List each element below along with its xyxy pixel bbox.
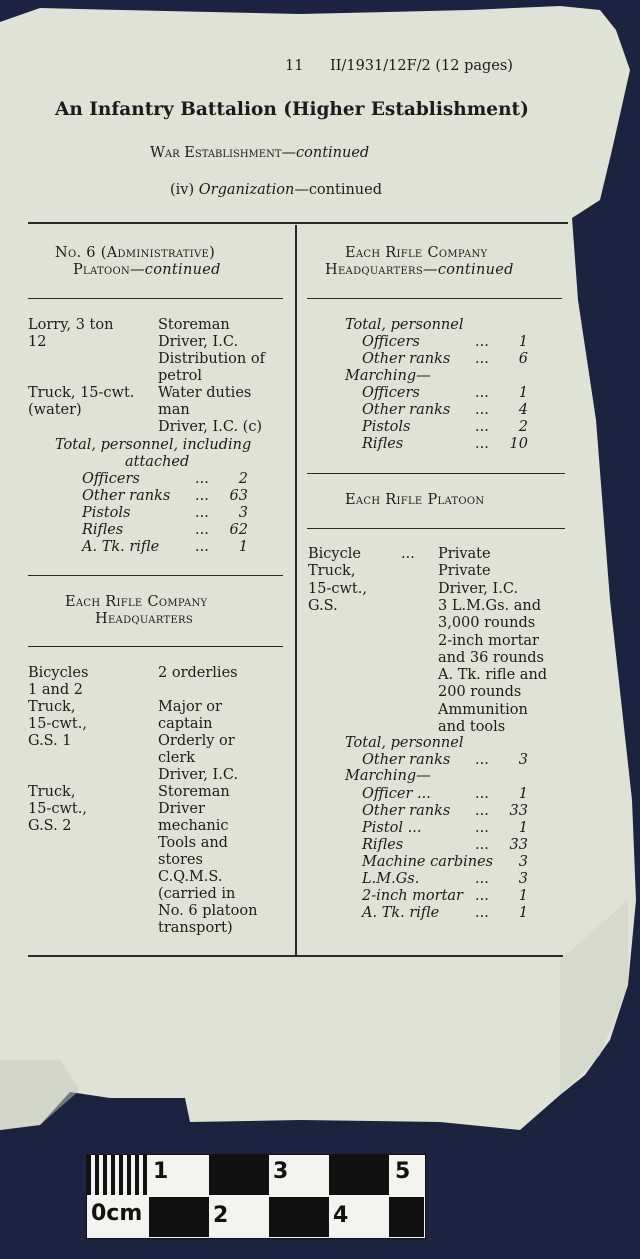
right-hq-marching-label: Other ranks xyxy=(362,402,451,418)
platoon-6-heading-line1: No. 6 (Administrative) xyxy=(55,245,216,261)
right-hq-marching-value: 10 xyxy=(509,436,528,452)
platoon-total-label: Total, personnel xyxy=(345,735,464,751)
rifle-platoon-marching-label: A. Tk. rifle xyxy=(362,905,440,921)
company-hq-row-role: clerk xyxy=(158,750,196,766)
rifle-platoon-row-role: 3,000 rounds xyxy=(438,615,536,632)
rifle-platoon-marching-value: 33 xyxy=(509,803,528,819)
platoon-6-row-vehicle: Lorry, 3 ton xyxy=(28,317,114,333)
rifle-platoon-row-vehicle: Bicycle xyxy=(308,546,361,562)
scale-label-4: 4 xyxy=(333,1203,349,1228)
right-hq-total-dots: ... xyxy=(475,351,489,367)
platoon-6-total-value: 63 xyxy=(229,488,248,504)
platoon-6-row-vehicle: (water) xyxy=(28,402,82,418)
right-rule-1 xyxy=(307,298,562,299)
company-hq-row-role: mechanic xyxy=(158,818,229,834)
rifle-platoon-marching-label: Other ranks xyxy=(362,803,451,819)
rifle-platoon-row-vehicle: 15-cwt., xyxy=(308,580,367,597)
company-hq-heading-line2: Headquarters xyxy=(95,611,194,627)
right-hq-total-label: Other ranks xyxy=(362,351,451,367)
company-hq-row-vehicle: Truck, xyxy=(28,784,76,800)
rifle-platoon-marching-dots: ... xyxy=(475,837,489,853)
scale-label-0: 0cm xyxy=(91,1201,143,1226)
company-hq-row-role: Driver xyxy=(158,801,205,817)
right-rule-3 xyxy=(307,528,565,529)
company-hq-row-role: stores xyxy=(158,852,203,868)
rifle-platoon-marching-label: 2-inch mortar xyxy=(362,888,463,904)
company-hq-row-vehicle: 1 and 2 xyxy=(28,682,83,698)
platoon-6-total-label: Pistols xyxy=(82,505,131,521)
right-hq-total-value: 1 xyxy=(518,334,528,350)
platoon-6-row-vehicle: Truck, 15-cwt. xyxy=(28,385,135,401)
company-hq-row-vehicle: G.S. 2 xyxy=(28,818,72,834)
bottom-rule xyxy=(28,955,563,957)
right-rule-2 xyxy=(307,473,565,474)
company-hq-row-vehicle: Truck, xyxy=(28,699,76,715)
scale-label-5: 5 xyxy=(395,1159,411,1184)
rifle-platoon-total-dots: ... xyxy=(475,752,489,768)
document-reference: II/1931/12F/2 (12 pages) xyxy=(330,58,513,74)
company-hq-row-vehicle: 15-cwt., xyxy=(28,801,87,817)
right-hq-total-dots: ... xyxy=(475,334,489,350)
rifle-platoon-row-dots: ... xyxy=(401,546,415,562)
platoon-6-total-label: Officers xyxy=(82,471,140,487)
rifle-platoon-marching-value: 33 xyxy=(509,837,528,853)
platoon-6-row-role: Driver, I.C. (c) xyxy=(158,419,263,435)
company-hq-row-role: No. 6 platoon xyxy=(158,903,258,919)
rifle-platoon-row-role: 3 L.M.Gs. and xyxy=(438,597,542,614)
rifle-platoon-marching-label: Pistol ... xyxy=(362,820,422,836)
scale-label-2: 2 xyxy=(213,1203,229,1228)
page-number: 11 xyxy=(285,58,304,74)
rifle-platoon-row-role: Driver, I.C. xyxy=(438,580,519,597)
rifle-platoon-marching-label: Officer ... xyxy=(362,786,431,802)
rifle-platoon-row-role: Private xyxy=(438,546,491,562)
company-hq-row-role: Tools and xyxy=(158,835,228,851)
scale-label-3: 3 xyxy=(273,1159,289,1184)
right-hq-marching-label: Pistols xyxy=(362,419,411,435)
platoon-6-total-value: 2 xyxy=(238,471,248,487)
company-hq-row-role: 2 orderlies xyxy=(158,665,238,681)
rifle-platoon-marching-value: 1 xyxy=(518,888,528,904)
scale-bar xyxy=(86,1154,426,1239)
right-hq-total-label: Officers xyxy=(362,334,420,350)
company-hq-row-vehicle: G.S. 1 xyxy=(28,733,72,749)
rifle-platoon-row-role: Ammunition xyxy=(438,701,528,718)
right-hq-heading-line1: Each Rifle Company xyxy=(345,245,488,261)
rifle-platoon-row-role: and tools xyxy=(438,719,506,735)
scale-mm-ticks xyxy=(87,1155,149,1195)
platoon-6-total-label: A. Tk. rifle xyxy=(82,539,160,555)
scale-label-1: 1 xyxy=(153,1159,169,1184)
platoon-6-total-value: 62 xyxy=(229,522,248,538)
right-total-label: Total, personnel xyxy=(345,317,464,333)
right-hq-marching-dots: ... xyxy=(475,385,489,401)
right-hq-marching-value: 4 xyxy=(518,402,528,418)
company-hq-row-role: Major or xyxy=(158,699,222,715)
platoon-6-total-dots: ... xyxy=(195,539,209,555)
platoon-6-total-dots: ... xyxy=(195,471,209,487)
right-hq-marching-dots: ... xyxy=(475,436,489,452)
rifle-platoon-marching-label: L.M.Gs. xyxy=(362,871,420,887)
left-rule-2 xyxy=(28,575,283,576)
platoon-6-row-vehicle: 12 xyxy=(28,334,47,350)
rifle-platoon-row-role: 200 rounds xyxy=(438,684,522,701)
subtitle: War Establishment—continued xyxy=(150,145,370,161)
company-hq-heading-line1: Each Rifle Company xyxy=(65,594,208,610)
right-hq-heading-line2: Headquarters—continued xyxy=(325,262,514,278)
rifle-platoon-heading: Each Rifle Platoon xyxy=(345,492,485,508)
rifle-platoon-row-role: 2-inch mortar xyxy=(438,632,539,649)
rifle-platoon-marching-value: 1 xyxy=(518,820,528,836)
platoon-6-row-role: Distribution of xyxy=(158,351,265,367)
right-hq-marching-dots: ... xyxy=(475,419,489,435)
top-rule xyxy=(28,222,568,224)
platoon-6-heading-line2: Platoon—continued xyxy=(73,262,221,278)
rifle-platoon-marching-value: 1 xyxy=(518,905,528,921)
company-hq-row-vehicle: 15-cwt., xyxy=(28,716,87,732)
company-hq-row-role: Driver, I.C. xyxy=(158,767,239,783)
platoon-6-total-value: 3 xyxy=(238,505,248,521)
company-hq-row-vehicle: Bicycles xyxy=(28,665,89,681)
rifle-platoon-row-role: and 36 rounds xyxy=(438,649,544,666)
rifle-platoon-marching-dots: ... xyxy=(475,871,489,887)
rifle-platoon-marching-label: Machine carbines xyxy=(362,854,494,870)
rifle-platoon-marching-dots: ... xyxy=(475,888,489,904)
right-hq-total-value: 6 xyxy=(518,351,528,367)
right-hq-marching-label: Officers xyxy=(362,385,420,401)
rifle-platoon-marching-dots: ... xyxy=(475,905,489,921)
company-hq-row-role: C.Q.M.S. xyxy=(158,869,223,885)
platoon-6-row-role: petrol xyxy=(158,368,202,384)
platoon-6-total-value: 1 xyxy=(238,539,248,555)
platoon-6-row-role: Storeman xyxy=(158,317,230,333)
right-hq-marching-label: Rifles xyxy=(362,436,404,452)
right-hq-marching-value: 1 xyxy=(518,385,528,401)
rifle-platoon-marching-dots: ... xyxy=(475,786,489,802)
rifle-platoon-marching-dots: ... xyxy=(475,803,489,819)
platoon-6-total-dots: ... xyxy=(195,505,209,521)
column-divider xyxy=(295,225,297,955)
rifle-platoon-marching-label: Rifles xyxy=(362,837,404,853)
rifle-platoon-marching-dots: ... xyxy=(475,820,489,836)
company-hq-row-role: captain xyxy=(158,716,213,732)
right-hq-marching-value: 2 xyxy=(518,419,528,435)
company-hq-row-role: (carried in xyxy=(158,886,236,902)
platoon-6-row-role: Water duties xyxy=(158,385,252,401)
rifle-platoon-marching-value: 1 xyxy=(518,786,528,802)
rifle-platoon-row-vehicle: G.S. xyxy=(308,597,338,614)
platoon-6-total-label: Other ranks xyxy=(82,488,171,504)
left-rule-1 xyxy=(28,298,283,299)
right-hq-marching-dots: ... xyxy=(475,402,489,418)
left-total-line2: attached xyxy=(125,454,190,470)
rifle-platoon-row-role: Private xyxy=(438,563,491,580)
document-title: An Infantry Battalion (Higher Establishment) xyxy=(55,99,529,120)
platoon-marching-label: Marching— xyxy=(345,768,431,784)
company-hq-row-role: Storeman xyxy=(158,784,230,800)
rifle-platoon-marching-value: 3 xyxy=(518,854,528,870)
company-hq-row-role: transport) xyxy=(158,920,233,936)
platoon-6-total-label: Rifles xyxy=(82,522,124,538)
company-hq-row-role: Orderly or xyxy=(158,733,235,749)
rifle-platoon-total-label: Other ranks xyxy=(362,752,451,768)
left-total-line1: Total, personnel, including xyxy=(55,437,252,453)
platoon-6-row-role: man xyxy=(158,402,190,418)
rifle-platoon-row-role: A. Tk. rifle and xyxy=(438,667,548,684)
rifle-platoon-marching-value: 3 xyxy=(518,871,528,887)
platoon-6-total-dots: ... xyxy=(195,488,209,504)
left-rule-3 xyxy=(28,646,283,647)
right-marching-label: Marching— xyxy=(345,368,431,384)
rifle-platoon-total-value: 3 xyxy=(518,752,528,768)
section-heading: (iv) Organization—continued xyxy=(170,182,383,198)
platoon-6-total-dots: ... xyxy=(195,522,209,538)
rifle-platoon-row-vehicle: Truck, xyxy=(308,563,356,580)
platoon-6-row-role: Driver, I.C. xyxy=(158,334,239,350)
